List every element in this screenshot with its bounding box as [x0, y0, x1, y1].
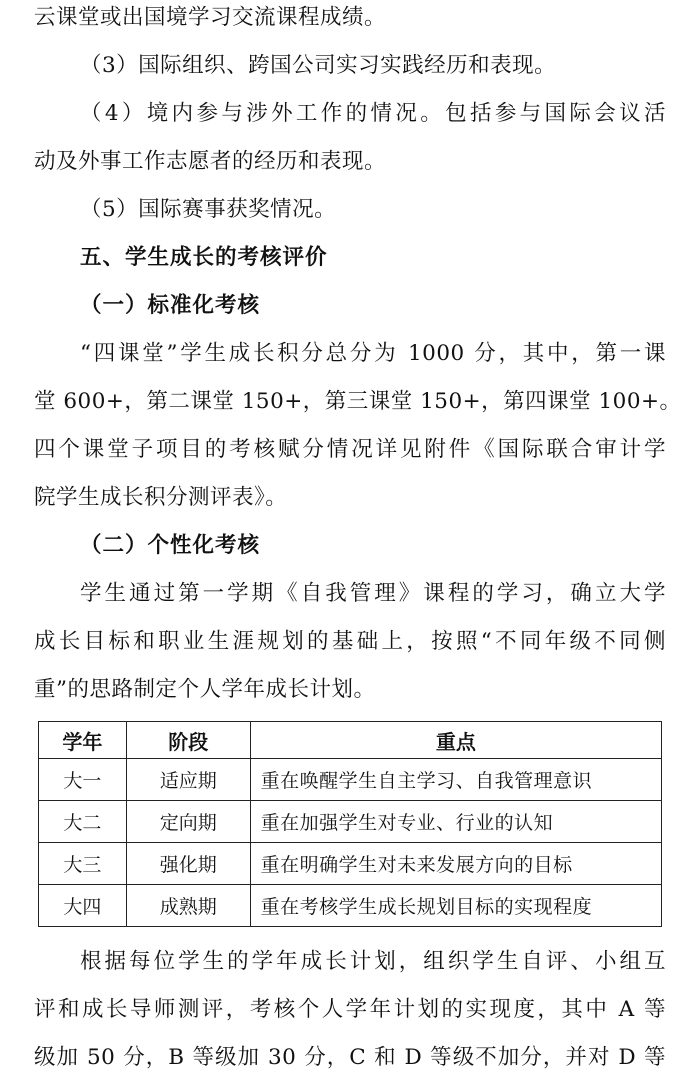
- paragraph-line: 四个课堂子项目的考核赋分情况详见附件《国际联合审计学: [34, 437, 666, 462]
- subsection-heading-2: （二）个性化考核: [80, 533, 261, 558]
- column-header-stage: 阶段: [126, 722, 250, 759]
- section-heading: 五、学生成长的考核评价: [80, 245, 328, 270]
- cell-year: 大二: [39, 801, 127, 843]
- cell-stage: 定向期: [126, 801, 250, 843]
- cell-year: 大四: [39, 885, 127, 927]
- cell-year: 大三: [39, 843, 127, 885]
- paragraph-item-5: （5）国际赛事获奖情况。: [80, 197, 337, 222]
- cell-focus: 重在唤醒学生自主学习、自我管理意识: [250, 759, 661, 801]
- paragraph-line: 学生通过第一学期《自我管理》课程的学习，确立大学: [80, 581, 666, 606]
- paragraph-item-3: （3）国际组织、跨国公司实习实践经历和表现。: [80, 53, 557, 78]
- cell-focus: 重在加强学生对专业、行业的认知: [250, 801, 661, 843]
- paragraph-line: 重”的思路制定个人学年成长计划。: [34, 677, 376, 702]
- table-row: [39, 801, 662, 843]
- cell-stage: 适应期: [126, 759, 250, 801]
- table-row: [39, 885, 662, 927]
- paragraph-line: 院学生成长积分测评表》。: [34, 485, 288, 510]
- cell-stage: 成熟期: [126, 885, 250, 927]
- column-header-year: 学年: [39, 722, 127, 759]
- cell-stage: 强化期: [126, 843, 250, 885]
- column-header-focus: 重点: [250, 722, 661, 759]
- cell-year: 大一: [39, 759, 127, 801]
- table-row: [39, 843, 662, 885]
- cell-focus: 重在考核学生成长规划目标的实现程度: [250, 885, 661, 927]
- paragraph-line: 评和成长导师测评，考核个人学年计划的实现度，其中 A 等: [34, 997, 666, 1022]
- subsection-heading-1: （一）标准化考核: [80, 293, 261, 318]
- cell-focus: 重在明确学生对未来发展方向的目标: [250, 843, 661, 885]
- paragraph-item-4-line1: （4）境内参与涉外工作的情况。包括参与国际会议活: [80, 101, 666, 126]
- paragraph-item-4-line2: 动及外事工作志愿者的经历和表现。: [34, 149, 387, 174]
- paragraph-line: “四课堂”学生成长积分总分为 1000 分，其中，第一课: [80, 341, 666, 366]
- paragraph-line: 云课堂或出国境学习交流课程成绩。: [34, 5, 387, 30]
- growth-plan-table: [38, 721, 662, 927]
- table-row: [39, 759, 662, 801]
- table-header-row: [39, 722, 662, 759]
- paragraph-line: 级加 50 分，B 等级加 30 分，C 和 D 等级不加分，并对 D 等: [34, 1045, 666, 1070]
- paragraph-line: 根据每位学生的学年成长计划，组织学生自评、小组互: [80, 949, 666, 974]
- paragraph-line: 堂 600+，第二课堂 150+，第三课堂 150+，第四课堂 100+。: [34, 389, 682, 414]
- paragraph-line: 成长目标和职业生涯规划的基础上，按照“不同年级不同侧: [34, 629, 666, 654]
